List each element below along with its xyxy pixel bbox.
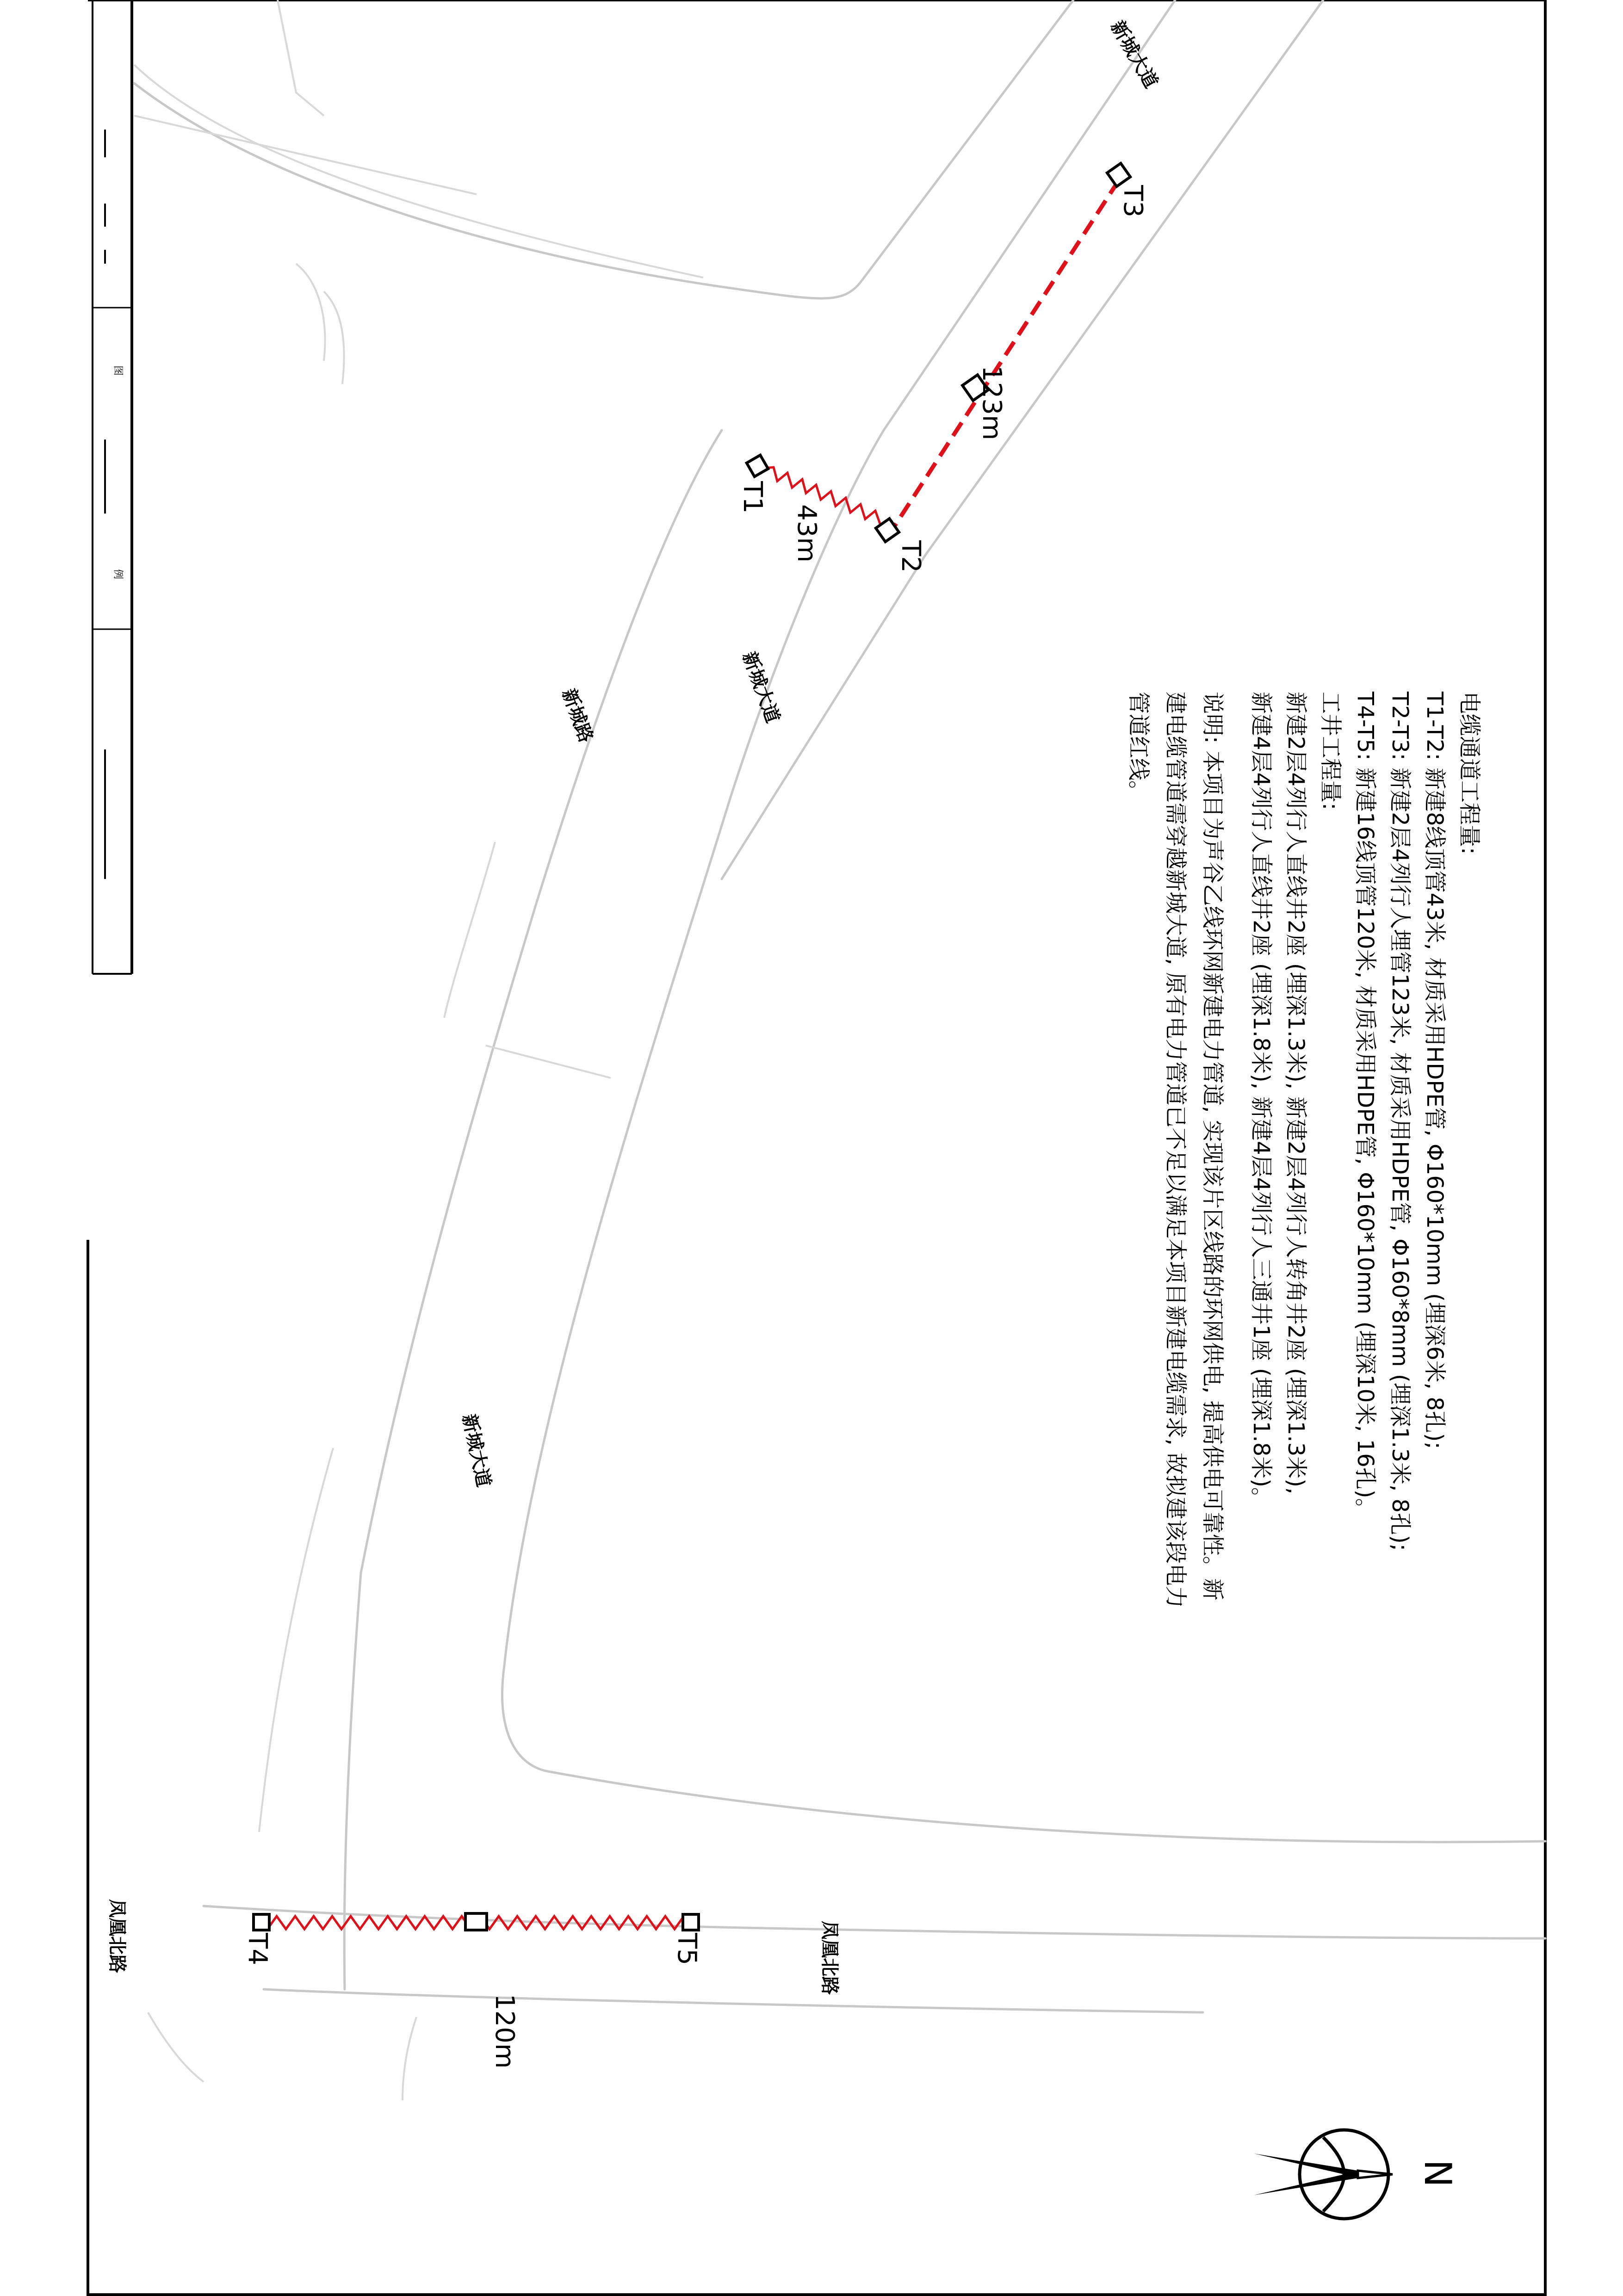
- notes-wells2: 新建4层4列行人直线井2座 (埋深1.8米), 新建4层4列行人三通井1座 (埋深1.8米)。: [1248, 692, 1274, 1510]
- notes-desc1: 说明: 本项目为声谷乙线环网新建电力管道, 实现该片区线路的环网供电, 提高供电可靠性。新: [1200, 692, 1226, 1601]
- road-name-b: 新城大道: [738, 649, 784, 726]
- well-t5-label: T5: [672, 1933, 702, 1965]
- road-network: [134, 0, 1545, 2100]
- well-t3-icon: [1107, 163, 1130, 186]
- notes-desc3: 管道红线。: [1126, 692, 1152, 803]
- road-name-d: 新城路: [558, 686, 597, 746]
- road-name-f: 凤凰北路: [819, 1921, 840, 1995]
- length-labels: [489, 365, 1007, 2068]
- well-mid-t4t5-icon: [465, 1913, 487, 1930]
- well-t1-icon: [747, 455, 768, 477]
- route-t1-t2: [763, 467, 888, 526]
- length-t2-t3: 123m: [977, 365, 1007, 440]
- length-t4-t5: 120m: [489, 1994, 520, 2069]
- road-name-e: 凤凰北路: [106, 1899, 128, 1973]
- notes-line3: T4-T5: 新建16线顶管120米, 材质采用HDPE管, Φ160*10mm (埋深10米, 16孔)。: [1352, 692, 1378, 1521]
- titleblock-label-b: 例: [112, 569, 124, 580]
- length-t1-t2: 43m: [792, 504, 822, 563]
- north-arrow-icon: [1254, 2130, 1459, 2219]
- road-name-a: 新城大道: [1106, 17, 1162, 92]
- road-names: [106, 17, 1162, 1995]
- notes-wells-heading: 工井工程量:: [1318, 692, 1344, 811]
- well-t1-label: T1: [737, 481, 768, 514]
- well-t4-icon: [254, 1914, 269, 1930]
- engineering-notes: [1126, 691, 1482, 1608]
- north-label: N: [1416, 2160, 1459, 2187]
- route-t2-t3: [889, 180, 1119, 534]
- title-block: [93, 0, 132, 974]
- cable-routes: [263, 180, 1119, 1929]
- drawing-frame: [88, 0, 1545, 2296]
- well-t5-icon: [683, 1914, 699, 1930]
- well-t4-label: T4: [242, 1933, 273, 1965]
- notes-desc2: 建电缆管道需穿越新城大道, 原有电力管道已不足以满足本项目新建电缆需求, 故拟建该段电力: [1163, 692, 1189, 1609]
- notes-line2: T2-T3: 新建2层4列行人埋管123米, 材质采用HDPE管, Φ160*8mm (埋深1.3米, 8孔);: [1387, 692, 1413, 1551]
- notes-line1: T1-T2: 新建8线顶管43米, 材质采用HDPE管, Φ160*10mm (埋深6米, 8孔);: [1422, 692, 1448, 1449]
- notes-wells1: 新建2层4列行人直线井2座 (埋深1.3米), 新建2层4列行人转角井2座 (埋深1.3米),: [1283, 692, 1309, 1495]
- well-labels: [242, 185, 1148, 1965]
- notes-heading: 电缆通道工程量:: [1456, 692, 1482, 855]
- road-name-c: 新城大道: [458, 1412, 495, 1489]
- well-t2-label: T2: [896, 540, 926, 573]
- well-t3-label: T3: [1118, 185, 1148, 217]
- titleblock-label-a: 图: [112, 365, 124, 376]
